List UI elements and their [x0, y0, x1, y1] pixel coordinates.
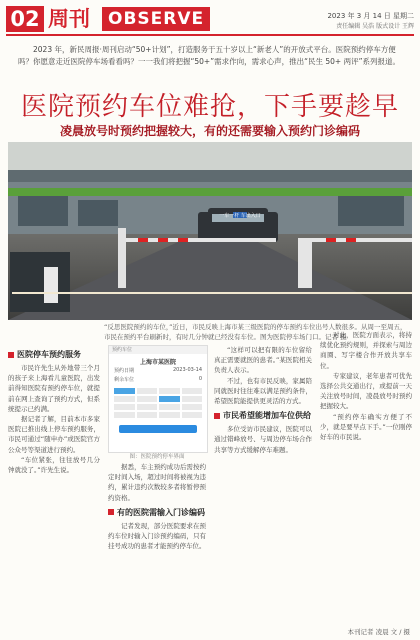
photo-caption: “反思医院预约的车位，”近日，市民反映上海市某三级医院的停车预约车位出号人数很多。从周一至周五，市民在预约平台刷新时，有时几分钟就已经没有车位。图为医院停车场门口。记者 摄	[104, 323, 407, 341]
section-marker-icon	[214, 413, 220, 419]
section-title-1	[8, 349, 100, 360]
column-2	[108, 462, 206, 551]
slot-cell	[159, 388, 180, 394]
slot-cell	[182, 404, 203, 410]
section-number: 02	[6, 6, 44, 32]
col4-paragraph-2: 专家建议，老年患者可优先选择公共交通出行，或提前一天关注放号时间，凌晨放号时预约把握较大。	[320, 371, 412, 411]
slot-cell	[137, 412, 158, 418]
app-row-slots-label: 剩余车位	[114, 377, 135, 383]
section-title-1-text: 医院停车预约服务	[17, 350, 81, 359]
section-marker-icon	[108, 509, 114, 515]
slot-cell	[114, 396, 135, 402]
column-4	[320, 330, 412, 442]
slot-cell	[114, 412, 135, 418]
app-row-slots	[109, 375, 207, 384]
section-marker-icon	[8, 352, 14, 358]
app-screenshot-caption: 图：医院预约停车界面	[129, 454, 185, 460]
col3-paragraph-2: 不过，也有市民反映，家属陪同就医时往往难以满足预约条件，希望医院能提供更灵活的方式。	[214, 376, 312, 406]
photo-sign-text: 一车一杆 车出入口	[219, 213, 261, 219]
section-title-3-text: 市民希望能增加车位供给	[223, 411, 311, 421]
app-row-date-value: 2023-03-14	[172, 367, 202, 373]
slot-cell	[159, 412, 180, 418]
parking-lot-photo	[8, 142, 412, 320]
col1-paragraph-2: 据记者了解，目前本市多家医院已推出线上停车预约服务，市民可通过“随申办”或医院官方公众号等渠道进行预约。	[8, 415, 100, 454]
section-title-2-text: 有的医院需输入门诊编码	[117, 507, 205, 517]
col2-paragraph-1: 据悉，车主预约成功后需按约定时间入场，超过时间将被视为违约，累计违约次数较多者将暂停预约资格。	[108, 463, 206, 502]
slot-cell	[182, 388, 203, 394]
slot-cell	[182, 412, 203, 418]
col4-paragraph-1: 对此，医院方面表示，将持续优化预约规则，并探索与周边商圈、写字楼合作开放共享车位。	[320, 331, 412, 370]
slot-cell	[114, 404, 135, 410]
app-row-date	[109, 366, 207, 375]
app-row-slots-value: 0	[198, 376, 202, 382]
slot-cell	[159, 404, 180, 410]
header-rule	[6, 34, 414, 36]
subheadline: 凌晨放号时预约把握较大，有的还需要输入预约门诊编码	[59, 124, 360, 138]
col1-paragraph-3: “车位紧张，往往放号几分钟就没了。”许先生说。	[8, 455, 100, 475]
section-name: 周刊	[48, 7, 90, 31]
app-confirm-button	[119, 425, 197, 433]
app-title: 上海市某医院	[139, 359, 176, 366]
headline: 医院预约车位难抢，下手要趁早	[20, 92, 399, 122]
app-slot-grid	[109, 384, 207, 422]
slot-cell	[182, 396, 203, 402]
section-title-2	[108, 507, 206, 518]
slot-cell	[114, 388, 135, 394]
booking-app-screenshot	[108, 345, 208, 453]
slot-cell	[137, 396, 158, 402]
col2-paragraph-2: 记者发现，部分医院要求在预约车位时输入门诊预约编码，只有挂号成功的患者才能预约停车位。	[108, 521, 206, 551]
col3-paragraph-1: “这样可以把有限的车位留给真正需要就医的患者。”某医院相关负责人表示。	[214, 346, 312, 375]
app-row-date-label: 预约日期	[114, 368, 135, 374]
slot-cell	[137, 388, 158, 394]
col3-paragraph-3: 多位受访市民建议，医院可以通过错峰放号、与周边停车场合作共享等方式缓解停车难题。	[214, 425, 312, 454]
issue-date: 2023 年 3 月 14 日 星期二	[327, 12, 414, 20]
lead-paragraph: 2023 年，新民周报·周刊启动“50+计划”，打造服务于五十岁以上“新老人”的开放式平台。医院预约停车方便吗？你愿意走近医院停车场看看吗？一一我们将把握“50+”需求作向，需求心声，推出“民生 50+ 两评”系列报道。	[18, 45, 400, 66]
slot-cell	[159, 396, 180, 402]
masthead	[6, 6, 414, 34]
editor-credits: 责任编辑 吴浩 版式设计 王辉	[336, 23, 414, 30]
parking-photo-illustration	[8, 142, 412, 320]
app-status-bar: 预约车位	[109, 346, 207, 354]
column-1	[8, 345, 100, 475]
observe-banner: OBSERVE	[102, 7, 210, 31]
byline: 本刊记者 凌晨 文 / 摄	[347, 628, 410, 636]
slot-cell	[137, 404, 158, 410]
section-title-3	[214, 410, 312, 421]
column-3	[214, 345, 312, 455]
col1-paragraph-1: 市民许先生从外地带三个月的孩子来上海看儿童医院，出发前得知医院有预约停车位，就提前在网上查询了预约方式，但系统提示已约满。	[8, 364, 100, 413]
col4-paragraph-3: “预约停车确实方便了不少，就是要早点下手。”一位刚停好车的市民说。	[320, 412, 412, 442]
